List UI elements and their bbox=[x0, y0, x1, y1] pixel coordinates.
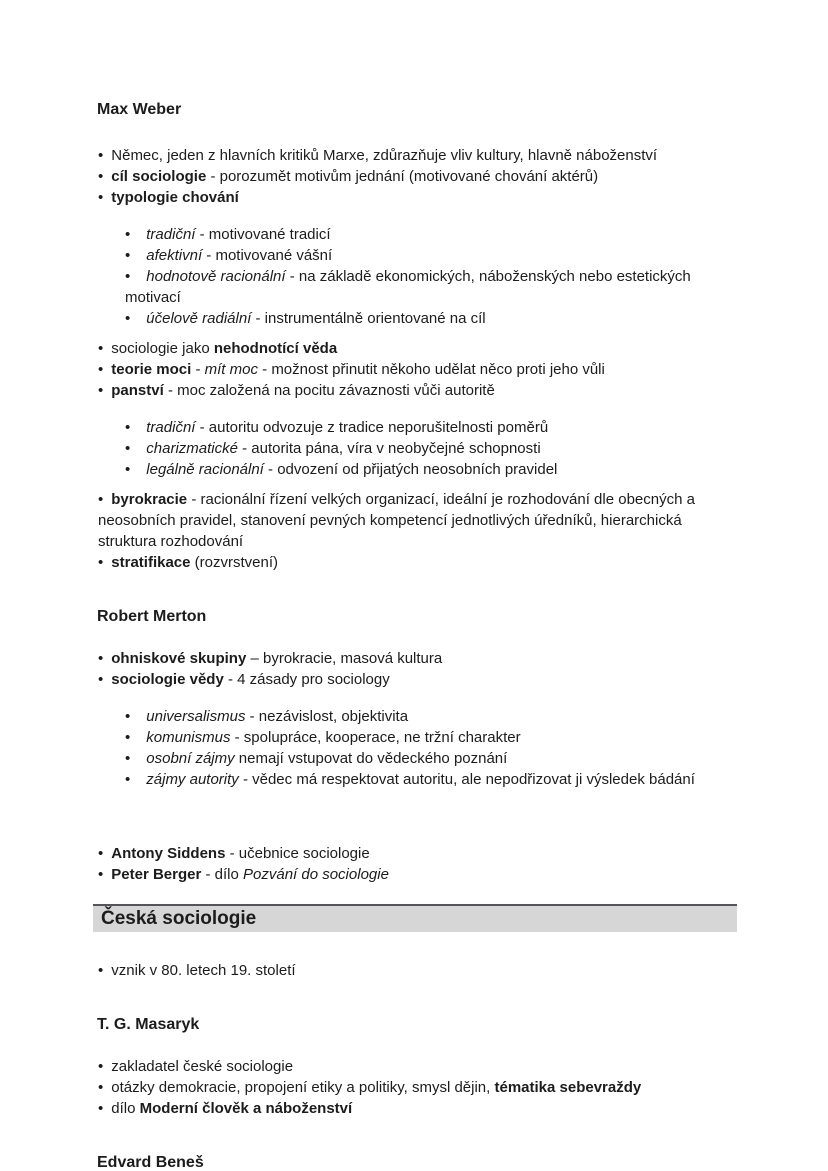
text-segment: (rozvrstvení) bbox=[190, 554, 278, 571]
bullet-icon: • bbox=[98, 1079, 104, 1096]
bullet-icon: • bbox=[98, 845, 104, 862]
list-item bbox=[97, 459, 735, 480]
text-segment: teorie moci bbox=[111, 361, 192, 378]
list-item bbox=[97, 145, 735, 166]
list-item bbox=[97, 266, 735, 308]
list-item bbox=[97, 552, 735, 573]
text-segment: nemají vstupovat do vědeckého poznání bbox=[234, 750, 508, 767]
text-segment: - instrumentálně orientované na cíl bbox=[251, 310, 486, 327]
list-item bbox=[97, 417, 735, 438]
list-item bbox=[97, 380, 735, 401]
authors-list bbox=[97, 843, 735, 885]
section-ceska-sociologie: Česká sociologie bbox=[93, 904, 737, 932]
list-item bbox=[97, 648, 735, 669]
text-segment: - dílo bbox=[201, 866, 243, 883]
list-item bbox=[97, 727, 735, 748]
weber-intro-list bbox=[97, 145, 735, 208]
text-segment: sociologie jako bbox=[111, 340, 214, 357]
text-segment: komunismus bbox=[146, 729, 231, 746]
list-item bbox=[97, 960, 735, 981]
list-item bbox=[97, 1056, 735, 1077]
text-segment: - učebnice sociologie bbox=[225, 845, 370, 862]
text-segment: – byrokracie, masová kultura bbox=[246, 650, 443, 667]
bullet-icon: • bbox=[98, 189, 104, 206]
text-segment: - vědec má respektovat autoritu, ale nepodřizovat ji výsledek bádání bbox=[238, 771, 695, 788]
text-segment: účelově radiální bbox=[146, 310, 252, 327]
text-segment: Němec, jeden z hlavních kritiků Marxe, zdůrazňuje vliv kultury, hlavně náboženství bbox=[111, 147, 658, 164]
list-item bbox=[97, 224, 735, 245]
list-item bbox=[97, 338, 735, 359]
text-segment: legálně racionální bbox=[146, 461, 264, 478]
text-segment: osobní zájmy bbox=[146, 750, 235, 767]
text-segment: - motivované vášní bbox=[202, 247, 333, 264]
text-segment: - autorita pána, víra v neobyčejné schopnosti bbox=[237, 440, 541, 457]
bullet-icon: • bbox=[125, 419, 131, 436]
bullet-icon: • bbox=[125, 310, 131, 327]
masaryk-list bbox=[97, 1056, 735, 1119]
blank-gap bbox=[97, 799, 735, 843]
bullet-icon: • bbox=[125, 268, 131, 285]
text-segment: cíl sociologie bbox=[111, 168, 207, 185]
text-segment: ohniskové skupiny bbox=[111, 650, 247, 667]
heading-max-weber: Max Weber bbox=[97, 101, 182, 118]
bullet-icon: • bbox=[98, 962, 104, 979]
list-item bbox=[97, 308, 735, 329]
text-segment: mít moc bbox=[204, 361, 258, 378]
bullet-icon: • bbox=[98, 361, 104, 378]
list-item bbox=[97, 245, 735, 266]
sociologie-vedy-zasady-list bbox=[97, 706, 735, 790]
list-item bbox=[97, 438, 735, 459]
list-item bbox=[97, 864, 735, 885]
text-segment: nehodnotící věda bbox=[213, 340, 338, 357]
bullet-icon: • bbox=[98, 1100, 104, 1117]
bullet-icon: • bbox=[125, 247, 131, 264]
list-item bbox=[97, 489, 735, 552]
text-segment: sociologie vědy bbox=[111, 671, 224, 688]
list-item bbox=[97, 669, 735, 690]
text-segment: - 4 zásady pro sociology bbox=[223, 671, 390, 688]
weber-concepts-list bbox=[97, 338, 735, 401]
text-segment: vznik v 80. letech 19. století bbox=[111, 962, 296, 979]
typologie-chovani-list bbox=[97, 224, 735, 329]
bullet-icon: • bbox=[125, 708, 131, 725]
bullet-icon: • bbox=[98, 1058, 104, 1075]
text-segment: - moc založená na pocitu závaznosti vůči autoritě bbox=[163, 382, 495, 399]
text-segment: charizmatické bbox=[146, 440, 238, 457]
text-segment: - spolupráce, kooperace, ne tržní charakter bbox=[230, 729, 521, 746]
text-segment: panství bbox=[111, 382, 164, 399]
merton-list bbox=[97, 648, 735, 690]
bullet-icon: • bbox=[125, 771, 131, 788]
bullet-icon: • bbox=[98, 491, 104, 508]
list-item bbox=[97, 843, 735, 864]
list-item bbox=[97, 166, 735, 187]
text-segment: zakladatel české sociologie bbox=[111, 1058, 294, 1075]
text-segment: - autoritu odvozuje z tradice neporušitelnosti poměrů bbox=[195, 419, 549, 436]
bullet-icon: • bbox=[98, 382, 104, 399]
text-segment: Moderní člověk a náboženství bbox=[139, 1100, 353, 1117]
heading-robert-merton: Robert Merton bbox=[97, 608, 207, 625]
list-item bbox=[97, 1098, 735, 1119]
text-segment: afektivní bbox=[146, 247, 203, 264]
bullet-icon: • bbox=[98, 147, 104, 164]
byrokracie-list bbox=[97, 489, 735, 573]
bullet-icon: • bbox=[125, 226, 131, 243]
list-item bbox=[97, 187, 735, 208]
bullet-icon: • bbox=[125, 729, 131, 746]
text-segment: stratifikace bbox=[111, 554, 191, 571]
text-segment: universalismus bbox=[146, 708, 246, 725]
text-segment: - porozumět motivům jednání (motivované chování aktérů) bbox=[206, 168, 599, 185]
text-segment: hodnotově racionální bbox=[146, 268, 286, 285]
ceska-intro-list bbox=[97, 960, 735, 981]
text-segment: dílo bbox=[111, 1100, 140, 1117]
list-item bbox=[97, 748, 735, 769]
text-segment: Antony Siddens bbox=[111, 845, 226, 862]
text-segment: - možnost přinutit někoho udělat něco proti jeho vůli bbox=[257, 361, 605, 378]
text-segment: Peter Berger bbox=[111, 866, 202, 883]
list-item bbox=[97, 1077, 735, 1098]
text-segment: - bbox=[191, 361, 205, 378]
text-segment: - nezávislost, objektivita bbox=[245, 708, 409, 725]
list-item bbox=[97, 706, 735, 727]
text-segment: byrokracie bbox=[111, 491, 188, 508]
text-segment: typologie chování bbox=[111, 189, 239, 206]
text-segment: - odvození od přijatých neosobních pravidel bbox=[263, 461, 558, 478]
bullet-icon: • bbox=[98, 340, 104, 357]
text-segment: - racionální řízení velkých organizací, ideální je rozhodování dle obecných a neosobních pravidel, stanovení pevných kompetencí jednotlivých úředníků, hierarchická struktura rozhodování bbox=[98, 491, 695, 550]
bullet-icon: • bbox=[98, 650, 104, 667]
bullet-icon: • bbox=[125, 440, 131, 457]
bullet-icon: • bbox=[125, 750, 131, 767]
list-item bbox=[97, 359, 735, 380]
bullet-icon: • bbox=[125, 461, 131, 478]
panstvi-types-list bbox=[97, 417, 735, 480]
heading-edvard-benes: Edvard Beneš bbox=[97, 1154, 204, 1171]
text-segment: - motivované tradicí bbox=[195, 226, 331, 243]
bullet-icon: • bbox=[98, 168, 104, 185]
text-segment: tradiční bbox=[146, 226, 196, 243]
text-segment: tradiční bbox=[146, 419, 196, 436]
text-segment: Pozvání do sociologie bbox=[243, 866, 389, 883]
bullet-icon: • bbox=[98, 554, 104, 571]
bullet-icon: • bbox=[98, 671, 104, 688]
text-segment: zájmy autority bbox=[146, 771, 239, 788]
bullet-icon: • bbox=[98, 866, 104, 883]
list-item bbox=[97, 769, 735, 790]
text-segment: otázky demokracie, propojení etiky a politiky, smysl dějin, bbox=[111, 1079, 495, 1096]
text-segment: - na základě ekonomických, náboženských nebo estetických motivací bbox=[125, 268, 691, 306]
heading-t-g-masaryk: T. G. Masaryk bbox=[97, 1016, 200, 1033]
text-segment: tématika sebevraždy bbox=[494, 1079, 642, 1096]
